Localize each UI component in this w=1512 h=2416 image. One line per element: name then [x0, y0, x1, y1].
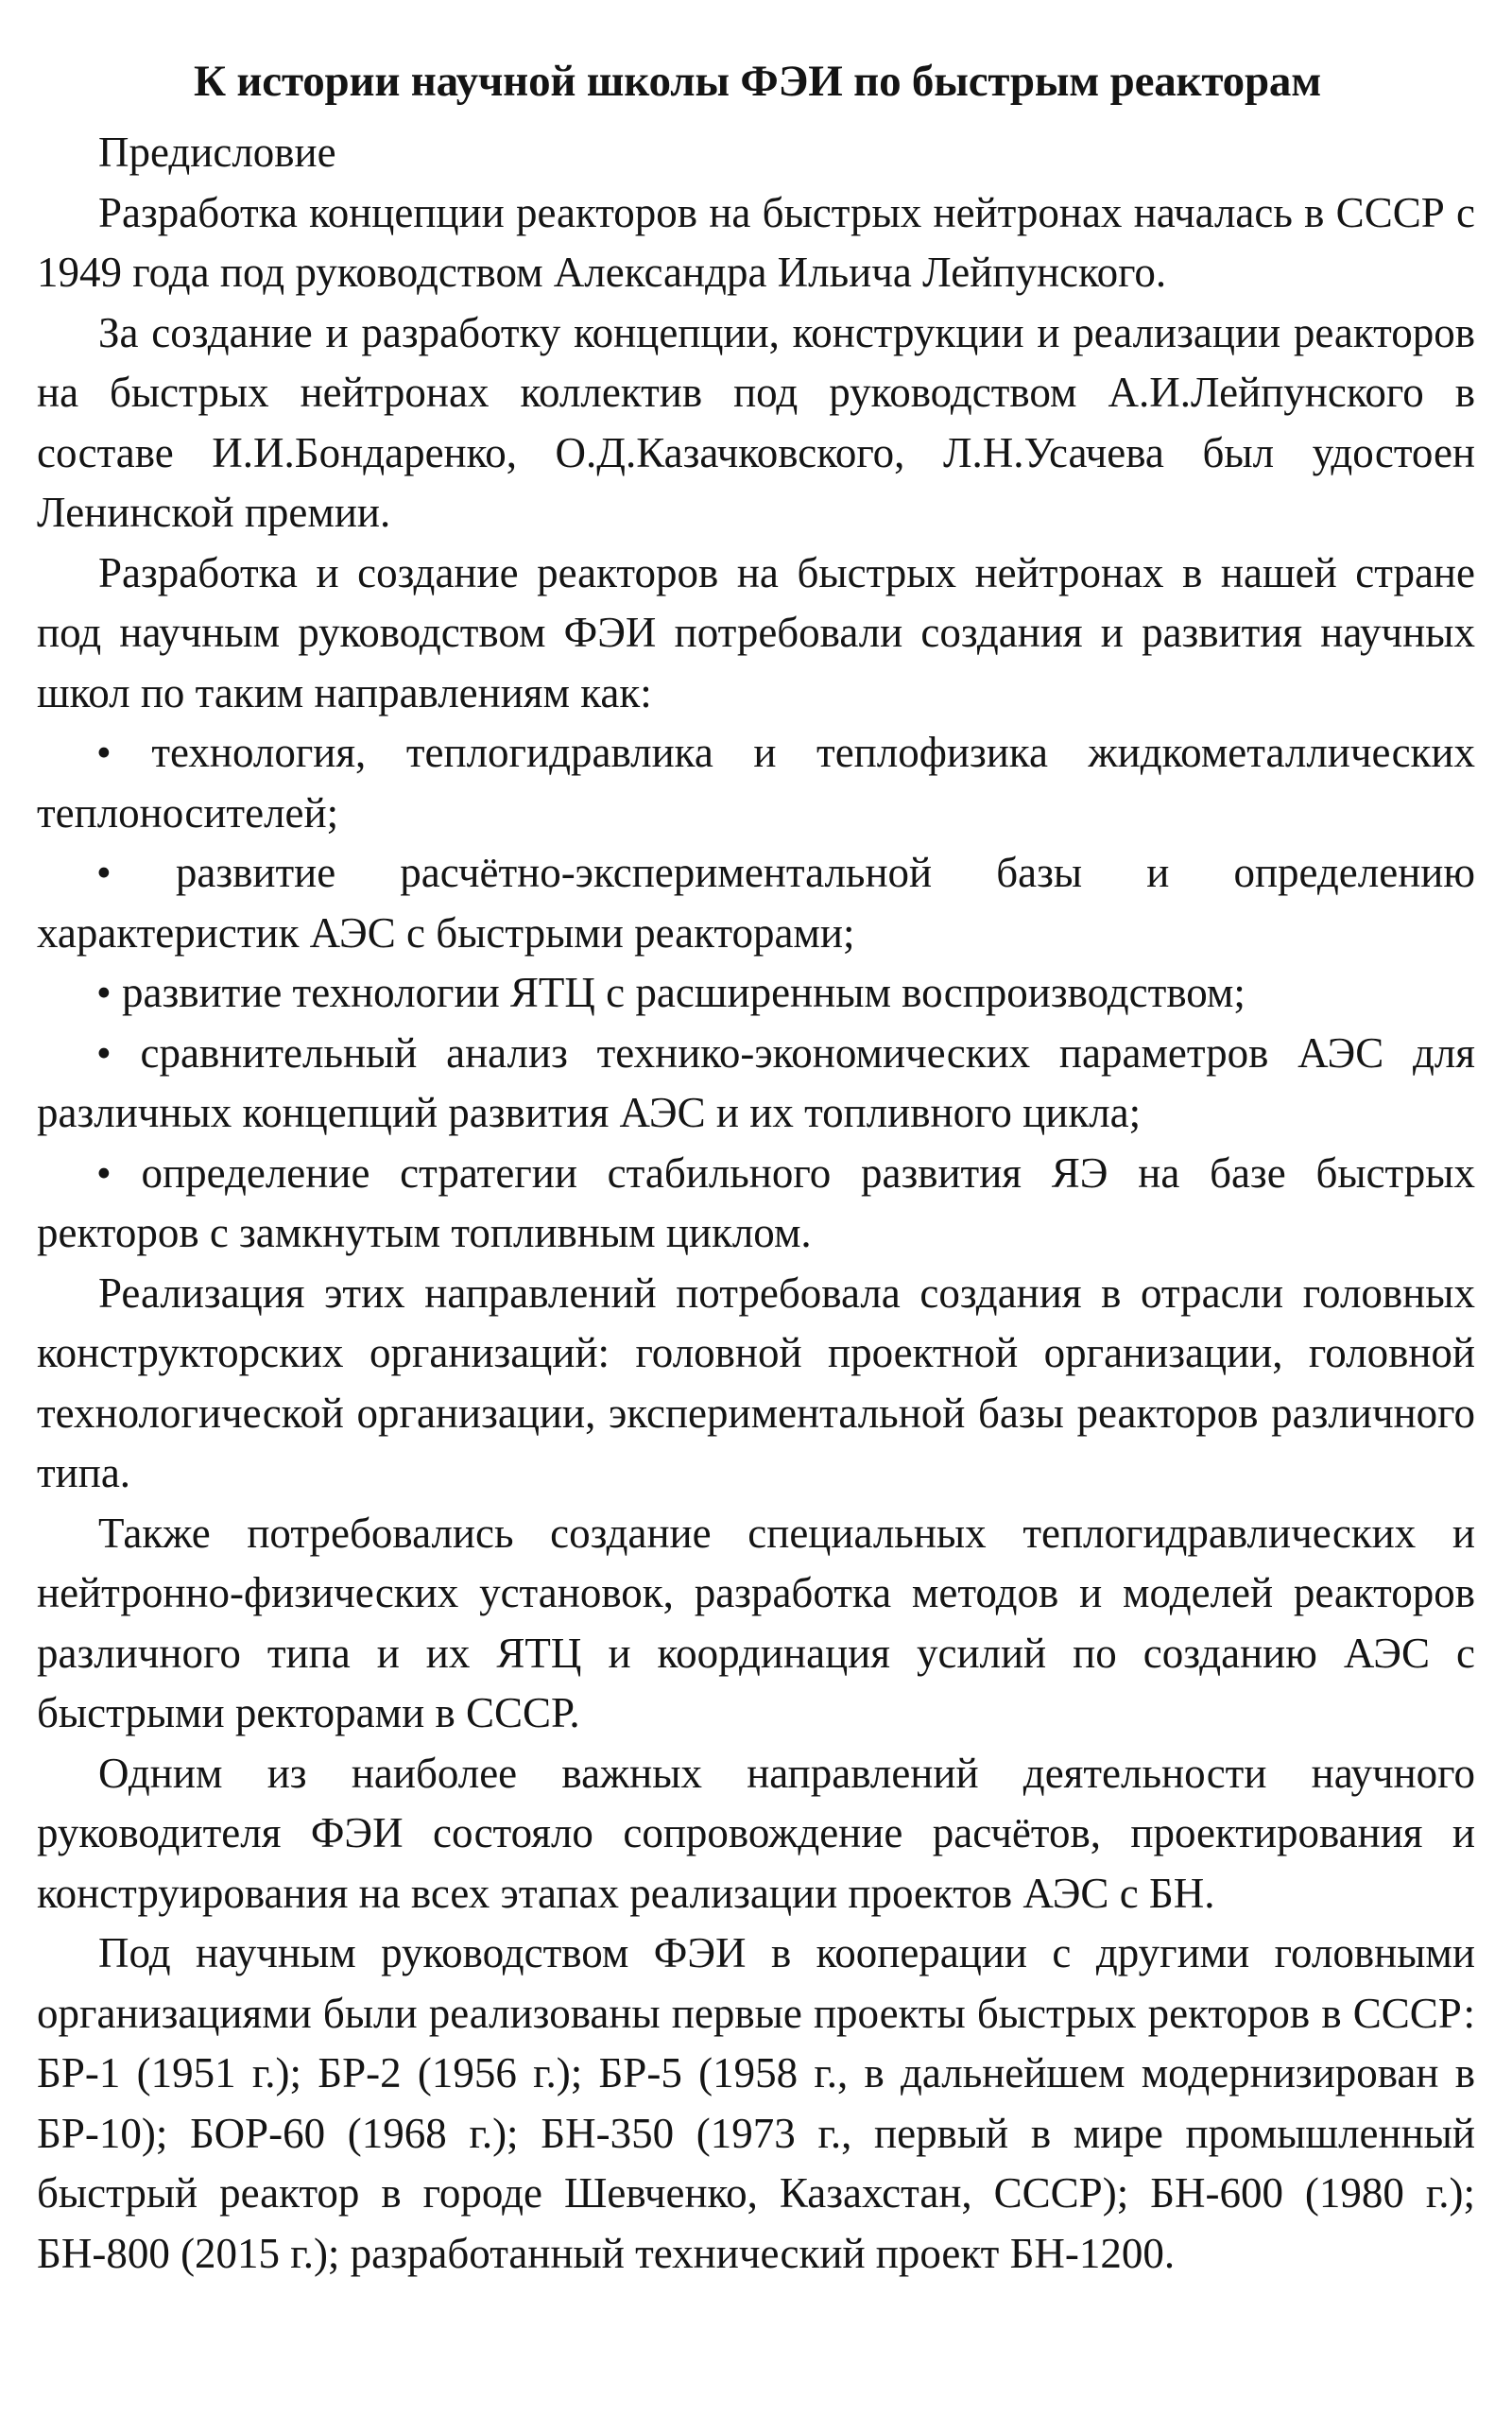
- paragraph-5: Также потребовались создание специальных теплогидравлических и нейтронно-физических установок, разработка методов и моделей реакторов различного типа и их ЯТЦ и координация усилий по созданию АЭС с быстрыми ректорами в СССР.: [37, 1509, 1475, 1736]
- paragraph-7: Под научным руководством ФЭИ в кооперации с другими головными организациями были реализованы первые проекты быстрых ректоров в СССР: БР-1 (1951 г.); БР-2 (1956 г.); БР-5 (1958 г., в дальнейшем модернизирован в БР-10); БОР-60 (1968 г.); БН-350 (1973 г., первый в мире промышленный быстрый реактор в городе Шевченко, Казахстан, СССР); БН-600 (1980 г.); БН-800 (2015 г.); разработанный технический проект БН-1200.: [37, 1929, 1475, 2277]
- bullet-item: • определение стратегии стабильного развития ЯЭ на базе быстрых ректоров с замкнутым топливным циклом.: [37, 1148, 1475, 1256]
- paragraph-6: Одним из наиболее важных направлений деятельности научного руководителя ФЭИ состояло сопровождение расчётов, проектирования и конструирования на всех этапах реализации проектов АЭС с БН.: [37, 1749, 1475, 1917]
- document-title: К истории научной школы ФЭИ по быстрым реакторам: [194, 57, 1322, 106]
- paragraph-4: Реализация этих направлений потребовала создания в отрасли головных конструкторских организаций: головной проектной организации, головной технологической организации, экспериментальной базы реакторов различного типа.: [37, 1268, 1475, 1496]
- bullet-item: • развитие технологии ЯТЦ с расширенным воспроизводством;: [96, 969, 1246, 1016]
- bullet-list: [37, 723, 1475, 1264]
- paragraph-2: За создание и разработку концепции, конструкции и реализации реакторов на быстрых нейтронах коллектив под руководством А.И.Лейпунского в составе И.И.Бондаренко, О.Д.Казачковского, Л.Н.Усачева был удостоен Ленинской премии.: [37, 308, 1475, 536]
- bullet-item: • сравнительный анализ технико-экономических параметров АЭС для различных концепций развития АЭС и их топливного цикла;: [37, 1028, 1475, 1136]
- bullet-item: • технология, теплогидравлика и теплофизика жидкометаллических теплоносителей;: [37, 729, 1475, 837]
- preface-heading: Предисловие: [98, 129, 336, 176]
- paragraph-1: Разработка концепции реакторов на быстрых нейтронах началась в СССР с 1949 года под руководством Александра Ильича Лейпунского.: [37, 188, 1475, 296]
- document-body: [37, 123, 1475, 2284]
- bullet-item: • развитие расчётно-экспериментальной базы и определению характеристик АЭС с быстрыми реакторами;: [37, 849, 1475, 957]
- paragraph-3: Разработка и создание реакторов на быстрых нейтронах в нашей стране под научным руководством ФЭИ потребовали создания и развития научных школ по таким направлениям как:: [37, 548, 1475, 716]
